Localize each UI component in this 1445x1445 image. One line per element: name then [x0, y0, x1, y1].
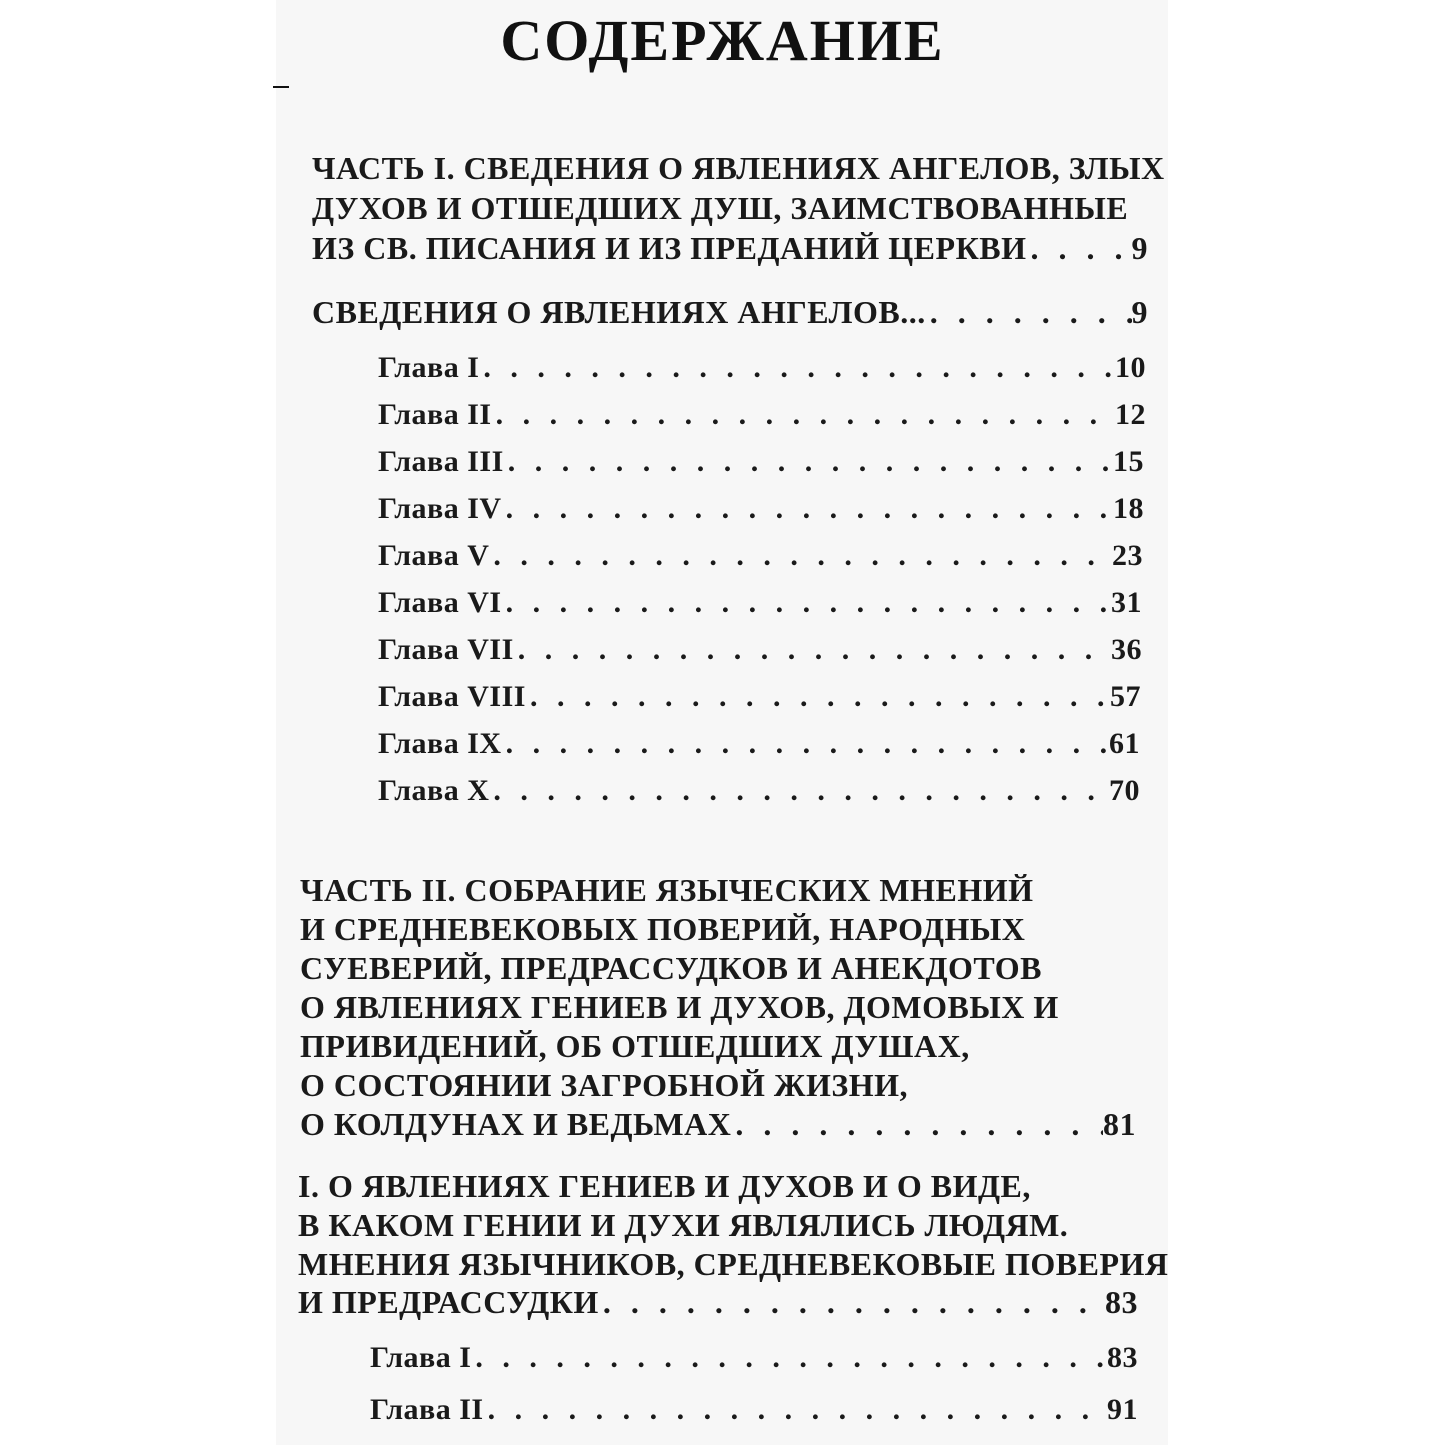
dot-leader: [1027, 228, 1132, 268]
page-number: 9: [1131, 294, 1148, 330]
dot-leader: [502, 724, 1109, 764]
dot-leader: [484, 1390, 1107, 1430]
section2-last-entry[interactable]: [298, 1282, 1138, 1322]
entry-label: ИЗ СВ. ПИСАНИЯ И ИЗ ПРЕДАНИЙ ЦЕРКВИ: [312, 230, 1027, 266]
dot-leader: [489, 771, 1109, 811]
part1-last-entry[interactable]: [312, 228, 1148, 268]
dot-leader: [731, 1104, 1103, 1144]
page-number: 10: [1115, 351, 1146, 384]
chapter-entry[interactable]: [370, 1390, 1138, 1430]
page-title: СОДЕРЖАНИЕ: [500, 8, 945, 73]
dot-leader: [526, 677, 1110, 717]
dot-leader: [599, 1282, 1105, 1322]
dot-leader: [502, 583, 1111, 623]
page-number: 18: [1113, 492, 1144, 525]
page-number: 81: [1103, 1106, 1136, 1142]
chapter-entry[interactable]: [378, 677, 1141, 717]
dot-leader: [504, 442, 1113, 482]
chapter-entry[interactable]: [378, 630, 1142, 670]
dot-leader: [471, 1338, 1107, 1378]
page-number: 9: [1131, 230, 1148, 266]
part1-line: ДУХОВ И ОТШЕДШИХ ДУШ, ЗАИМСТВОВАННЫЕ: [312, 190, 1129, 226]
page-number: 70: [1109, 774, 1140, 807]
page-number: 57: [1110, 680, 1141, 713]
chapter-entry[interactable]: [378, 489, 1144, 529]
dot-leader: [492, 395, 1115, 435]
entry-label: Глава VIII: [378, 680, 526, 713]
entry-label: Глава II: [370, 1393, 484, 1426]
entry-label: Глава X: [378, 774, 490, 807]
entry-label: СВЕДЕНИЯ О ЯВЛЕНИЯХ АНГЕЛОВ...: [312, 294, 926, 330]
entry-label: Глава V: [378, 539, 490, 572]
entry-label: И ПРЕДРАССУДКИ: [298, 1284, 599, 1320]
section1-entry[interactable]: [312, 292, 1148, 332]
part2-last-entry[interactable]: [300, 1104, 1136, 1144]
dot-leader: [502, 489, 1113, 529]
chapter-entry[interactable]: [378, 724, 1140, 764]
entry-label: Глава VII: [378, 633, 514, 666]
chapter-entry[interactable]: [378, 583, 1142, 623]
page-number: 31: [1111, 586, 1142, 619]
entry-label: Глава VI: [378, 586, 502, 619]
entry-label: Глава III: [378, 445, 504, 478]
part2-line: СУЕВЕРИЙ, ПРЕДРАССУДКОВ И АНЕКДОТОВ: [300, 950, 1042, 986]
part2-line: О ЯВЛЕНИЯХ ГЕНИЕВ И ДУХОВ, ДОМОВЫХ И: [300, 989, 1059, 1025]
entry-label: Глава IV: [378, 492, 502, 525]
entry-label: Глава I: [370, 1341, 472, 1374]
part2-line: И СРЕДНЕВЕКОВЫХ ПОВЕРИЙ, НАРОДНЫХ: [300, 911, 1026, 947]
chapter-entry[interactable]: [378, 442, 1144, 482]
page-number: 91: [1107, 1393, 1138, 1426]
entry-label: Глава II: [378, 398, 492, 431]
chapter-entry[interactable]: [378, 771, 1140, 811]
part1-line: ЧАСТЬ I. СВЕДЕНИЯ О ЯВЛЕНИЯХ АНГЕЛОВ, ЗЛЫХ: [312, 150, 1165, 186]
dot-leader: [479, 348, 1115, 388]
dot-leader: [514, 630, 1111, 670]
chapter-entry[interactable]: [370, 1338, 1138, 1378]
page-number: 83: [1107, 1341, 1138, 1374]
entry-label: Глава IX: [378, 727, 502, 760]
section2-line: В КАКОМ ГЕНИИ И ДУХИ ЯВЛЯЛИСЬ ЛЮДЯМ.: [298, 1207, 1069, 1243]
chapter-entry[interactable]: [378, 348, 1146, 388]
dot-leader: [926, 292, 1132, 332]
part2-line: ПРИВИДЕНИЙ, ОБ ОТШЕДШИХ ДУШАХ,: [300, 1028, 970, 1064]
part2-line: О СОСТОЯНИИ ЗАГРОБНОЙ ЖИЗНИ,: [300, 1067, 909, 1103]
part2-line: ЧАСТЬ II. СОБРАНИЕ ЯЗЫЧЕСКИХ МНЕНИЙ: [300, 872, 1034, 908]
page-number: 15: [1113, 445, 1144, 478]
page-number: 36: [1111, 633, 1142, 666]
dot-leader: [489, 536, 1112, 576]
entry-label: О КОЛДУНАХ И ВЕДЬМАХ: [300, 1106, 732, 1142]
page-number: 61: [1109, 727, 1140, 760]
page-number: 12: [1115, 398, 1146, 431]
page-mark: [273, 86, 289, 88]
chapter-entry[interactable]: [378, 536, 1143, 576]
chapter-entry[interactable]: [378, 395, 1146, 435]
page-number: 23: [1112, 539, 1143, 572]
page-number: 83: [1105, 1284, 1138, 1320]
section2-line: I. О ЯВЛЕНИЯХ ГЕНИЕВ И ДУХОВ И О ВИДЕ,: [298, 1168, 1031, 1204]
entry-label: Глава I: [378, 351, 480, 384]
section2-line: МНЕНИЯ ЯЗЫЧНИКОВ, СРЕДНЕВЕКОВЫЕ ПОВЕРИЯ: [298, 1246, 1169, 1282]
